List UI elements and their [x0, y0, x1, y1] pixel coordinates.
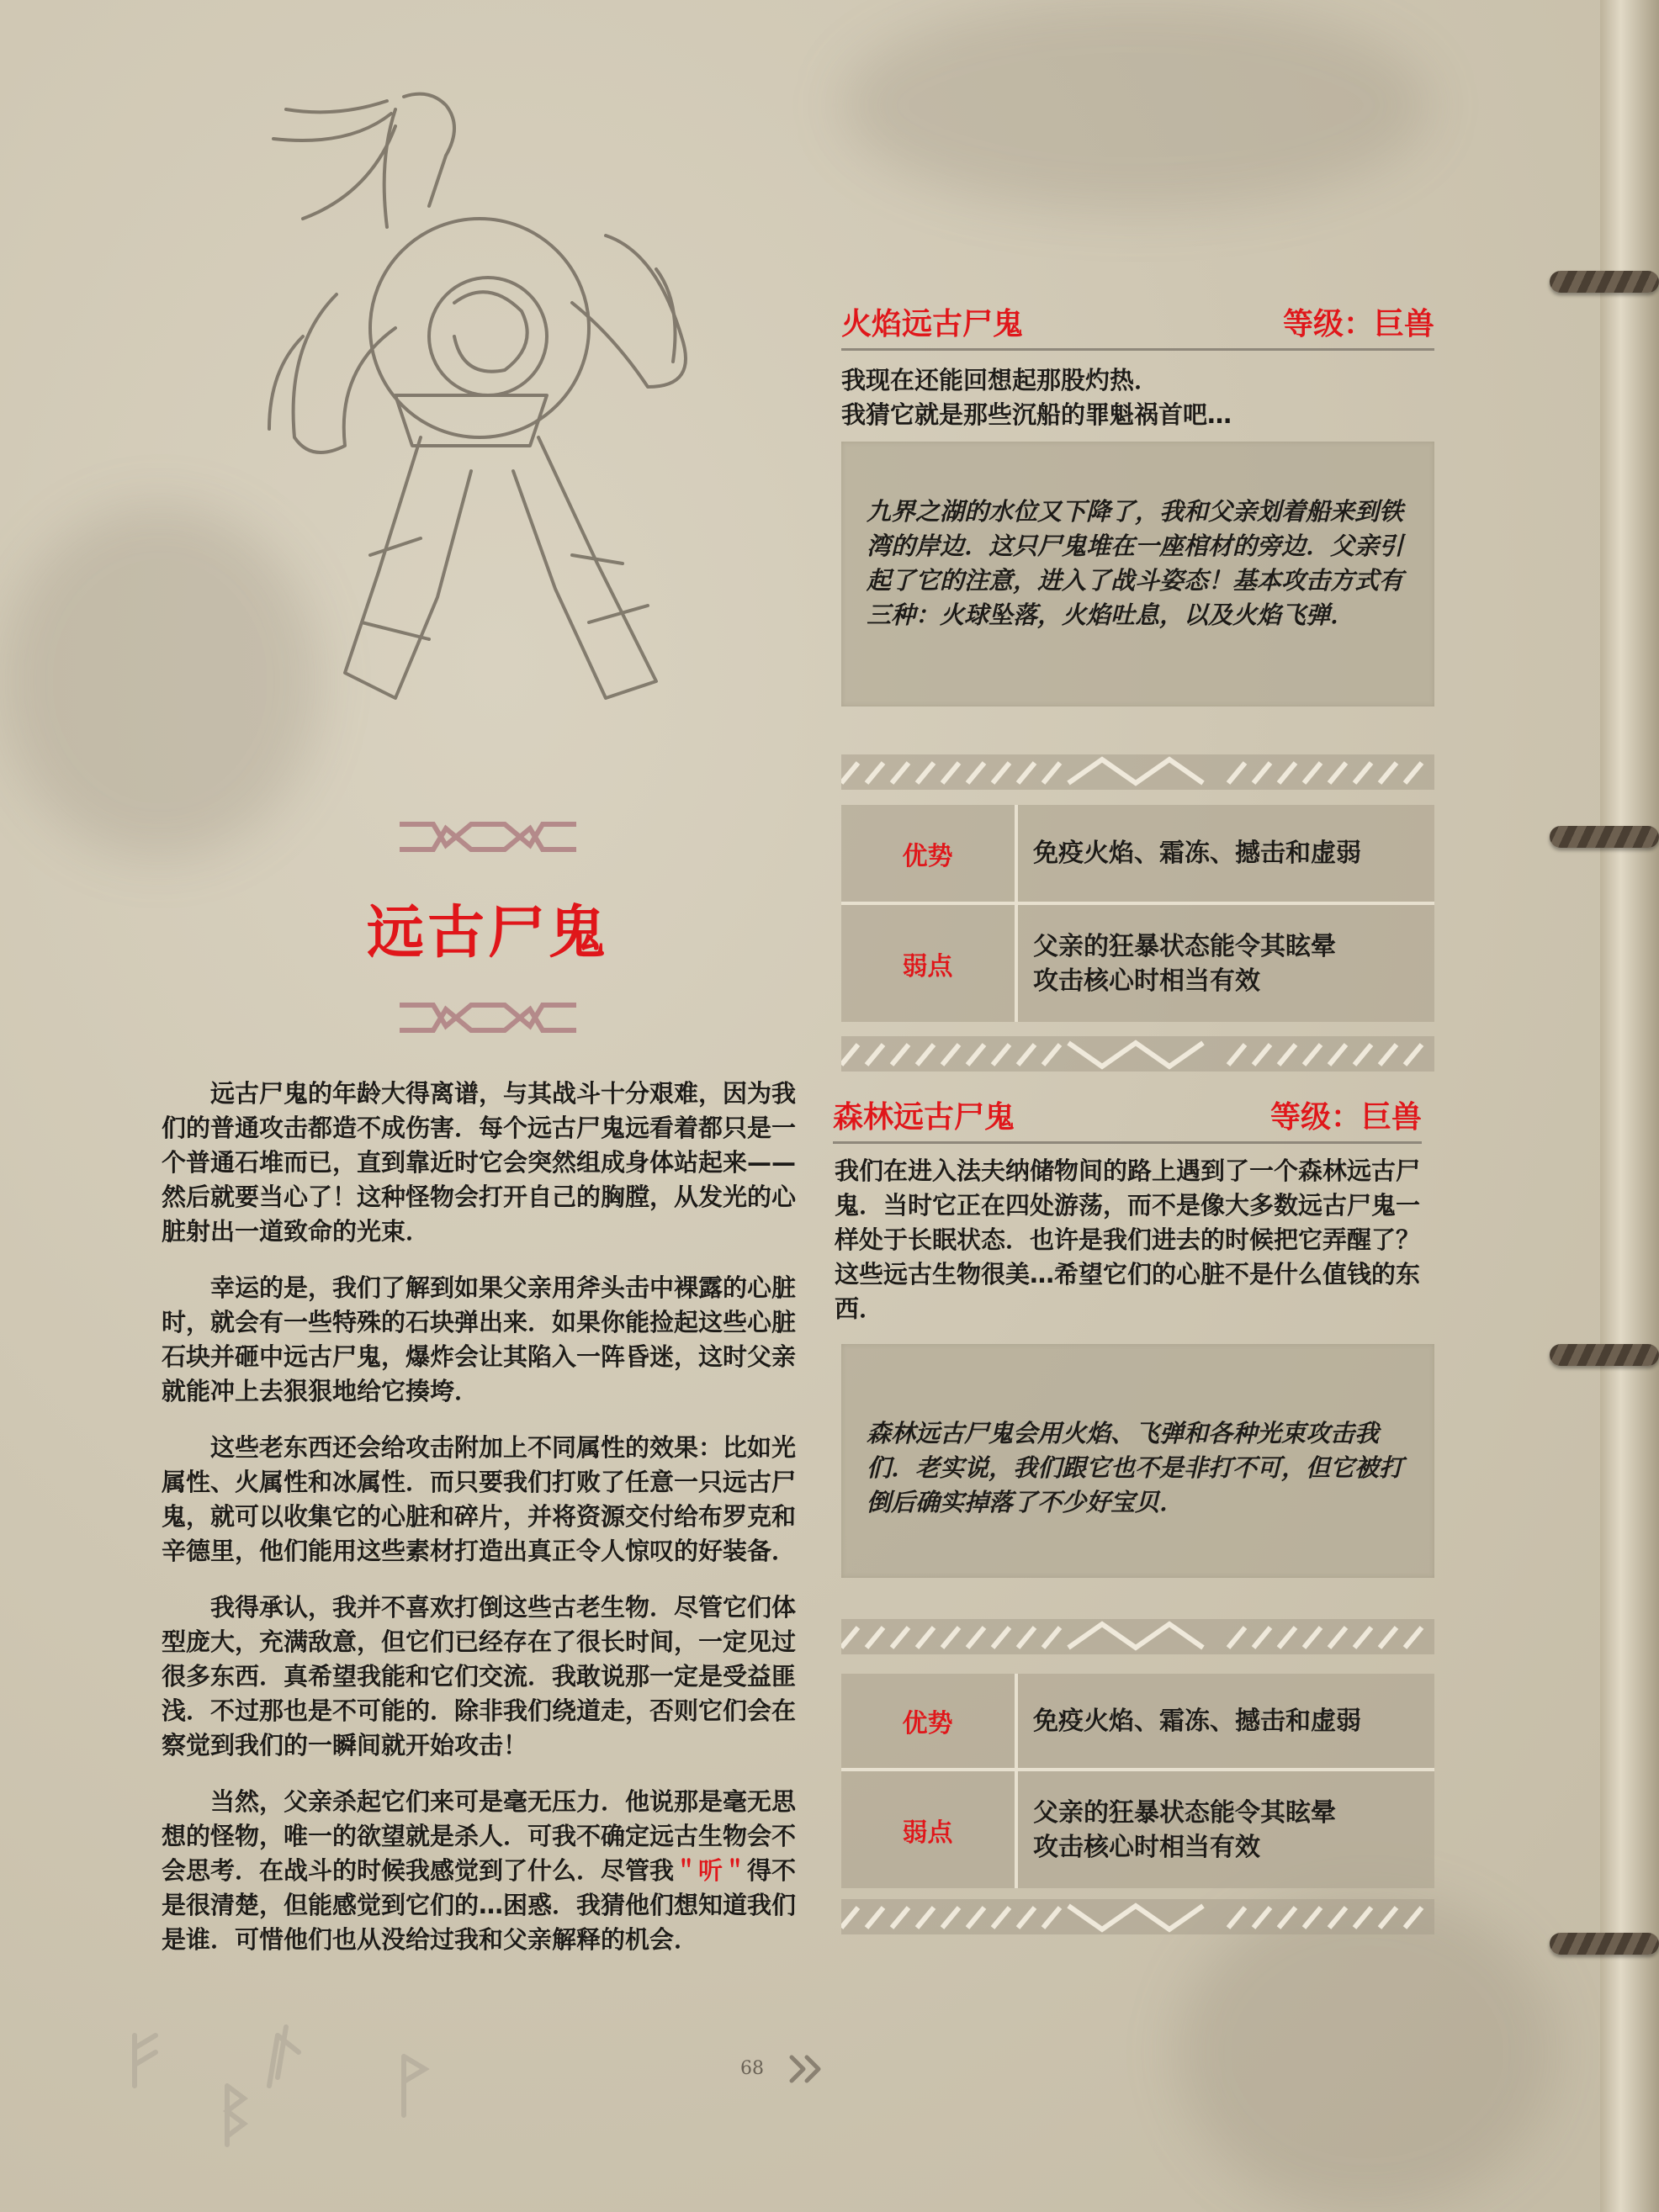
article-paragraph: 我得承认，我并不喜欢打倒这些古老生物．尽管它们体型庞大，充满敌意，但它们已经存在了很长时间，一定见过很多东西．真希望我能和它们交流．我敢说那一定是受益匪浅．不过那也是不可能的．除非我们绕道走，否则它们会在察觉到我们的一瞬间就开始攻击！: [162, 1593, 797, 1760]
strength-label: 优势: [902, 1709, 953, 1738]
value-line: 免疫火焰、霜冻、撼击和虚弱: [1033, 1706, 1361, 1736]
weakness-value: [1033, 905, 1426, 1022]
binding-ring: [1550, 1344, 1659, 1366]
ancient-monster-illustration: [202, 84, 791, 782]
strength-label: 优势: [902, 841, 953, 871]
article-paragraph: 远古尸鬼的年龄大得离谱，与其战斗十分艰难，因为我们的普通攻击都造不成伤害．每个远古尸鬼远看着都只是一个普通石堆而已，直到靠近时它会突然组成身体站起来——然后就要当心了！这种怪物会打开自己的胸膛，从发光的心脏射出一道致命的光束．: [162, 1079, 797, 1246]
knot-ornament: [395, 992, 580, 1043]
stats-table: [841, 805, 1434, 1022]
section-name: 火焰远古尸鬼: [841, 307, 1024, 341]
binding-ring: [1550, 1933, 1659, 1955]
value-line: 父亲的狂暴状态能令其眩晕: [1033, 1797, 1336, 1828]
pattern-band: [841, 1036, 1434, 1072]
monster-title: 远古尸鬼: [366, 900, 609, 966]
stat-row-strength: [841, 1674, 1434, 1768]
section-rank: 等级：巨兽: [1282, 307, 1434, 341]
double-chevron-right-icon: [787, 2052, 829, 2086]
section-intro: [841, 363, 1439, 432]
knot-ornament: [395, 812, 580, 862]
value-line: 免疫火焰、霜冻、撼击和虚弱: [1033, 839, 1361, 868]
pattern-band: [841, 1899, 1434, 1934]
value-line: 父亲的狂暴状态能令其眩晕: [1033, 931, 1336, 961]
stat-row-weakness: [841, 905, 1434, 1022]
binding-ring: [1550, 826, 1659, 848]
highlight-text: ＂听＂: [674, 1856, 748, 1885]
quote-text: 九界之湖的水位又下降了，我和父亲划着船来到铁湾的岸边．这只尸鬼堆在一座棺材的旁边．父亲引起了它的注意，进入了战斗姿态！基本攻击方式有三种：火球坠落，火焰吐息，以及火焰飞弹．: [867, 497, 1404, 629]
pattern-band: [841, 754, 1434, 790]
column-divider: [1015, 1674, 1018, 1888]
text-run: 得不是很清楚，但能感觉到它们的…困惑．我猜他们想知道我们是谁．可惜他们也从没给过我和父亲解释的机会．: [162, 1856, 797, 1954]
section-intro: [835, 1154, 1432, 1326]
section-rank: 等级：巨兽: [1269, 1100, 1422, 1135]
strength-value: [1033, 1674, 1426, 1768]
section-header-fire: [841, 304, 1434, 351]
intro-line: 我猜它就是那些沉船的罪魁祸首吧…: [841, 400, 1232, 429]
page-edge: [1600, 0, 1659, 2212]
stats-table: [841, 1674, 1434, 1888]
value-line: 攻击核心时相当有效: [1033, 1832, 1260, 1862]
text-run: 当然，父亲杀起它们来可是毫无压力．他说那是毫无思想的怪物，唯一的欲望就是杀人．可我不确定远古生物会不会思考．在战斗的时候我感觉到了什么．尽管我: [162, 1787, 797, 1885]
rune-decoration: [118, 2019, 454, 2153]
pattern-band: [841, 1619, 1434, 1654]
column-divider: [1015, 805, 1018, 1022]
intro-line: 我们在进入法夫纳储物间的路上遇到了一个森林远古尸鬼．当时它正在四处游荡，而不是像大多数远古尸鬼一样处于长眠状态．也许是我们进去的时候把它弄醒了？这些远古生物很美…希望它们的心脏不是什么值钱的东西．: [835, 1156, 1421, 1323]
weakness-label: 弱点: [902, 951, 953, 982]
weakness-label: 弱点: [902, 1818, 953, 1848]
stat-row-weakness: [841, 1771, 1434, 1888]
article-paragraph-final: [162, 1785, 818, 1957]
main-article: [162, 1077, 818, 1979]
quote-text: 森林远古尸鬼会用火焰、飞弹和各种光束攻击我们．老实说，我们跟它也不是非打不可，但它被打倒后确实掉落了不少好宝贝．: [867, 1419, 1404, 1516]
section-header-forest: [833, 1098, 1422, 1144]
intro-line: 我现在还能回想起那股灼热．: [841, 366, 1159, 394]
stat-row-strength: [841, 805, 1434, 902]
quote-box: [841, 442, 1434, 706]
value-line: 攻击核心时相当有效: [1033, 966, 1260, 996]
quote-box: [841, 1344, 1434, 1578]
weakness-value: [1033, 1771, 1426, 1888]
article-paragraph: 这些老东西还会给攻击附加上不同属性的效果：比如光属性、火属性和冰属性．而只要我们打败了任意一只远古尸鬼，就可以收集它的心脏和碎片，并将资源交付给布罗克和辛德里，他们能用这些素材打造出真正令人惊叹的好装备．: [162, 1433, 797, 1565]
article-paragraph: 幸运的是，我们了解到如果父亲用斧头击中裸露的心脏时，就会有一些特殊的石块弹出来．如果你能捡起这些心脏石块并砸中远古尸鬼，爆炸会让其陷入一阵昏迷，这时父亲就能冲上去狠狠地给它揍垮．: [162, 1273, 797, 1405]
strength-value: [1033, 805, 1426, 902]
section-name: 森林远古尸鬼: [833, 1100, 1015, 1135]
binding-ring: [1550, 271, 1659, 293]
page-number: 68: [740, 2058, 764, 2079]
